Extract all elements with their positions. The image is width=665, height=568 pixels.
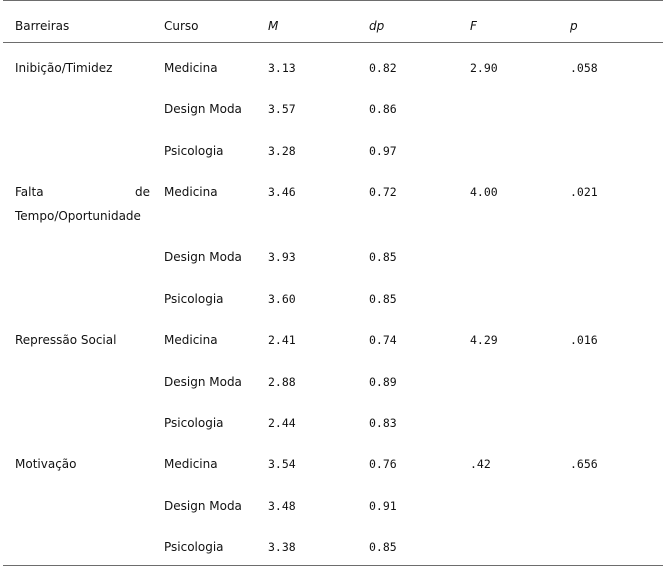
table-cell-dp: 0.85 — [369, 250, 397, 264]
table-cell-curso: Psicologia — [164, 292, 224, 306]
table-cell-m: 3.46 — [268, 185, 296, 199]
table-cell-m: 3.38 — [268, 540, 296, 554]
table-cell-curso: Psicologia — [164, 540, 224, 554]
table-cell-m: 3.60 — [268, 292, 296, 306]
table-cell-dp: 0.86 — [369, 102, 397, 116]
barrier-label-inibicao: Inibição/Timidez — [15, 61, 113, 75]
table-cell-p: .016 — [570, 333, 598, 347]
table-cell-m: 3.13 — [268, 61, 296, 75]
table-cell-m: 3.57 — [268, 102, 296, 116]
table-cell-curso: Design Moda — [164, 499, 242, 513]
table-cell-dp: 0.82 — [369, 61, 397, 75]
table-cell-m: 3.28 — [268, 144, 296, 158]
header-dp: dp — [369, 19, 385, 33]
table-bottom-rule — [3, 565, 663, 566]
table-cell-f: .42 — [470, 457, 491, 471]
table-cell-p: .656 — [570, 457, 598, 471]
barrier-label-line: de — [135, 185, 150, 199]
table-cell-curso: Medicina — [164, 185, 218, 199]
header-barreiras: Barreiras — [15, 19, 70, 33]
table-header-rule — [3, 42, 663, 43]
table-cell-dp: 0.76 — [369, 457, 397, 471]
table-cell-curso: Design Moda — [164, 250, 242, 264]
header-f: F — [470, 19, 477, 33]
barrier-label-line: Falta — [15, 185, 44, 199]
table-cell-curso: Design Moda — [164, 375, 242, 389]
table-cell-dp: 0.89 — [369, 375, 397, 389]
table-cell-dp: 0.72 — [369, 185, 397, 199]
table-cell-curso: Psicologia — [164, 416, 224, 430]
table-cell-f: 4.00 — [470, 185, 498, 199]
table-top-rule — [3, 0, 663, 1]
table-cell-curso: Design Moda — [164, 102, 242, 116]
header-p: p — [570, 19, 578, 33]
header-m: M — [268, 19, 279, 33]
table-cell-dp: 0.91 — [369, 499, 397, 513]
table-cell-dp: 0.83 — [369, 416, 397, 430]
table-cell-dp: 0.85 — [369, 540, 397, 554]
barrier-label-motivacao: Motivação — [15, 457, 77, 471]
table-cell-curso: Medicina — [164, 333, 218, 347]
barrier-label-repressao: Repressão Social — [15, 333, 117, 347]
header-curso: Curso — [164, 19, 199, 33]
table-cell-f: 4.29 — [470, 333, 498, 347]
table-cell-m: 3.54 — [268, 457, 296, 471]
table-cell-p: .021 — [570, 185, 598, 199]
table-cell-dp: 0.74 — [369, 333, 397, 347]
table-cell-m: 3.48 — [268, 499, 296, 513]
table-cell-m: 2.88 — [268, 375, 296, 389]
table-cell-dp: 0.97 — [369, 144, 397, 158]
table-cell-p: .058 — [570, 61, 598, 75]
table-cell-curso: Medicina — [164, 457, 218, 471]
barrier-label-line: Tempo/Oportunidade — [15, 209, 141, 223]
table-cell-f: 2.90 — [470, 61, 498, 75]
table-cell-curso: Psicologia — [164, 144, 224, 158]
statistics-table — [3, 0, 663, 568]
table-cell-dp: 0.85 — [369, 292, 397, 306]
table-cell-m: 2.44 — [268, 416, 296, 430]
table-cell-m: 2.41 — [268, 333, 296, 347]
table-cell-curso: Medicina — [164, 61, 218, 75]
table-cell-m: 3.93 — [268, 250, 296, 264]
